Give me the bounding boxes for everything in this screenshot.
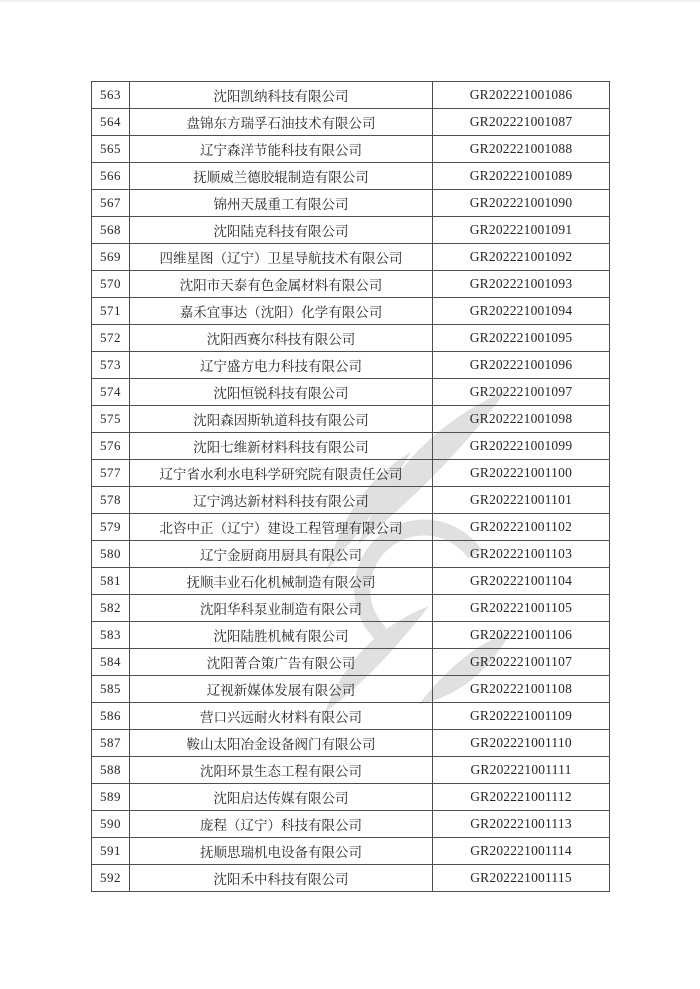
certificate-code: GR202221001101 bbox=[433, 487, 610, 514]
company-name: 辽宁省水利水电科学研究院有限责任公司 bbox=[130, 460, 433, 487]
row-index: 583 bbox=[92, 622, 130, 649]
row-index: 567 bbox=[92, 190, 130, 217]
table-row bbox=[92, 136, 610, 163]
table-row bbox=[92, 190, 610, 217]
table-row bbox=[92, 649, 610, 676]
table-row bbox=[92, 352, 610, 379]
table-row bbox=[92, 109, 610, 136]
company-name: 四维星图（辽宁）卫星导航技术有限公司 bbox=[130, 244, 433, 271]
table-row bbox=[92, 514, 610, 541]
table-row bbox=[92, 838, 610, 865]
company-name: 锦州天晟重工有限公司 bbox=[130, 190, 433, 217]
certificate-code: GR202221001098 bbox=[433, 406, 610, 433]
table-row bbox=[92, 163, 610, 190]
table-row bbox=[92, 568, 610, 595]
certificate-code: GR202221001102 bbox=[433, 514, 610, 541]
certificate-code: GR202221001109 bbox=[433, 703, 610, 730]
row-index: 570 bbox=[92, 271, 130, 298]
table-row bbox=[92, 82, 610, 109]
certificate-code: GR202221001106 bbox=[433, 622, 610, 649]
row-index: 590 bbox=[92, 811, 130, 838]
row-index: 582 bbox=[92, 595, 130, 622]
certificate-code: GR202221001112 bbox=[433, 784, 610, 811]
row-index: 577 bbox=[92, 460, 130, 487]
company-name: 沈阳森因斯轨道科技有限公司 bbox=[130, 406, 433, 433]
certificate-code: GR202221001104 bbox=[433, 568, 610, 595]
row-index: 569 bbox=[92, 244, 130, 271]
company-name: 沈阳陆胜机械有限公司 bbox=[130, 622, 433, 649]
company-name: 庞程（辽宁）科技有限公司 bbox=[130, 811, 433, 838]
company-name: 辽宁森洋节能科技有限公司 bbox=[130, 136, 433, 163]
row-index: 565 bbox=[92, 136, 130, 163]
certificate-code: GR202221001108 bbox=[433, 676, 610, 703]
company-name: 北咨中正（辽宁）建设工程管理有限公司 bbox=[130, 514, 433, 541]
company-name: 沈阳禾中科技有限公司 bbox=[130, 865, 433, 892]
company-name: 嘉禾宜事达（沈阳）化学有限公司 bbox=[130, 298, 433, 325]
certificate-code: GR202221001087 bbox=[433, 109, 610, 136]
row-index: 589 bbox=[92, 784, 130, 811]
table-row bbox=[92, 730, 610, 757]
company-name: 营口兴远耐火材料有限公司 bbox=[130, 703, 433, 730]
certificate-code: GR202221001105 bbox=[433, 595, 610, 622]
row-index: 591 bbox=[92, 838, 130, 865]
row-index: 575 bbox=[92, 406, 130, 433]
table-row bbox=[92, 460, 610, 487]
certificate-code: GR202221001103 bbox=[433, 541, 610, 568]
row-index: 588 bbox=[92, 757, 130, 784]
certificate-code: GR202221001093 bbox=[433, 271, 610, 298]
company-name: 抚顺丰业石化机械制造有限公司 bbox=[130, 568, 433, 595]
company-name: 抚顺思瑞机电设备有限公司 bbox=[130, 838, 433, 865]
table-row bbox=[92, 541, 610, 568]
company-name: 沈阳恒锐科技有限公司 bbox=[130, 379, 433, 406]
company-name: 沈阳市天泰有色金属材料有限公司 bbox=[130, 271, 433, 298]
page-top-edge bbox=[0, 0, 700, 2]
company-name: 抚顺威兰德胶辊制造有限公司 bbox=[130, 163, 433, 190]
row-index: 579 bbox=[92, 514, 130, 541]
certificate-code: GR202221001114 bbox=[433, 838, 610, 865]
row-index: 578 bbox=[92, 487, 130, 514]
certificate-code: GR202221001089 bbox=[433, 163, 610, 190]
row-index: 584 bbox=[92, 649, 130, 676]
row-index: 592 bbox=[92, 865, 130, 892]
row-index: 586 bbox=[92, 703, 130, 730]
company-name: 沈阳启达传媒有限公司 bbox=[130, 784, 433, 811]
table-row bbox=[92, 271, 610, 298]
certificate-code: GR202221001111 bbox=[433, 757, 610, 784]
certificate-code: GR202221001097 bbox=[433, 379, 610, 406]
registry-table-body bbox=[92, 82, 610, 892]
table-row bbox=[92, 244, 610, 271]
certificate-code: GR202221001091 bbox=[433, 217, 610, 244]
certificate-code: GR202221001086 bbox=[433, 82, 610, 109]
row-index: 572 bbox=[92, 325, 130, 352]
row-index: 568 bbox=[92, 217, 130, 244]
company-name: 鞍山太阳冶金设备阀门有限公司 bbox=[130, 730, 433, 757]
company-name: 沈阳菁合策广告有限公司 bbox=[130, 649, 433, 676]
certificate-code: GR202221001095 bbox=[433, 325, 610, 352]
row-index: 574 bbox=[92, 379, 130, 406]
table-row bbox=[92, 703, 610, 730]
table-row bbox=[92, 217, 610, 244]
table-row bbox=[92, 406, 610, 433]
table-row bbox=[92, 379, 610, 406]
company-name: 辽宁盛方电力科技有限公司 bbox=[130, 352, 433, 379]
company-name: 辽视新媒体发展有限公司 bbox=[130, 676, 433, 703]
registry-table-container bbox=[91, 81, 609, 892]
row-index: 576 bbox=[92, 433, 130, 460]
table-row bbox=[92, 757, 610, 784]
row-index: 573 bbox=[92, 352, 130, 379]
certificate-code: GR202221001107 bbox=[433, 649, 610, 676]
certificate-code: GR202221001090 bbox=[433, 190, 610, 217]
certificate-code: GR202221001110 bbox=[433, 730, 610, 757]
certificate-code: GR202221001113 bbox=[433, 811, 610, 838]
row-index: 581 bbox=[92, 568, 130, 595]
table-row bbox=[92, 433, 610, 460]
table-row bbox=[92, 811, 610, 838]
certificate-code: GR202221001088 bbox=[433, 136, 610, 163]
table-row bbox=[92, 298, 610, 325]
company-name: 辽宁鸿达新材料科技有限公司 bbox=[130, 487, 433, 514]
certificate-code: GR202221001092 bbox=[433, 244, 610, 271]
row-index: 571 bbox=[92, 298, 130, 325]
certificate-code: GR202221001094 bbox=[433, 298, 610, 325]
table-row bbox=[92, 865, 610, 892]
company-name: 沈阳环景生态工程有限公司 bbox=[130, 757, 433, 784]
registry-table bbox=[91, 81, 610, 892]
certificate-code: GR202221001115 bbox=[433, 865, 610, 892]
row-index: 587 bbox=[92, 730, 130, 757]
table-row bbox=[92, 595, 610, 622]
row-index: 566 bbox=[92, 163, 130, 190]
table-row bbox=[92, 784, 610, 811]
table-row bbox=[92, 487, 610, 514]
company-name: 沈阳七维新材料科技有限公司 bbox=[130, 433, 433, 460]
certificate-code: GR202221001099 bbox=[433, 433, 610, 460]
table-row bbox=[92, 676, 610, 703]
row-index: 580 bbox=[92, 541, 130, 568]
company-name: 沈阳陆克科技有限公司 bbox=[130, 217, 433, 244]
certificate-code: GR202221001096 bbox=[433, 352, 610, 379]
table-row bbox=[92, 622, 610, 649]
company-name: 辽宁金厨商用厨具有限公司 bbox=[130, 541, 433, 568]
company-name: 沈阳华科泵业制造有限公司 bbox=[130, 595, 433, 622]
row-index: 564 bbox=[92, 109, 130, 136]
company-name: 盘锦东方瑞孚石油技术有限公司 bbox=[130, 109, 433, 136]
certificate-code: GR202221001100 bbox=[433, 460, 610, 487]
company-name: 沈阳凯纳科技有限公司 bbox=[130, 82, 433, 109]
row-index: 563 bbox=[92, 82, 130, 109]
table-row bbox=[92, 325, 610, 352]
row-index: 585 bbox=[92, 676, 130, 703]
company-name: 沈阳西赛尔科技有限公司 bbox=[130, 325, 433, 352]
